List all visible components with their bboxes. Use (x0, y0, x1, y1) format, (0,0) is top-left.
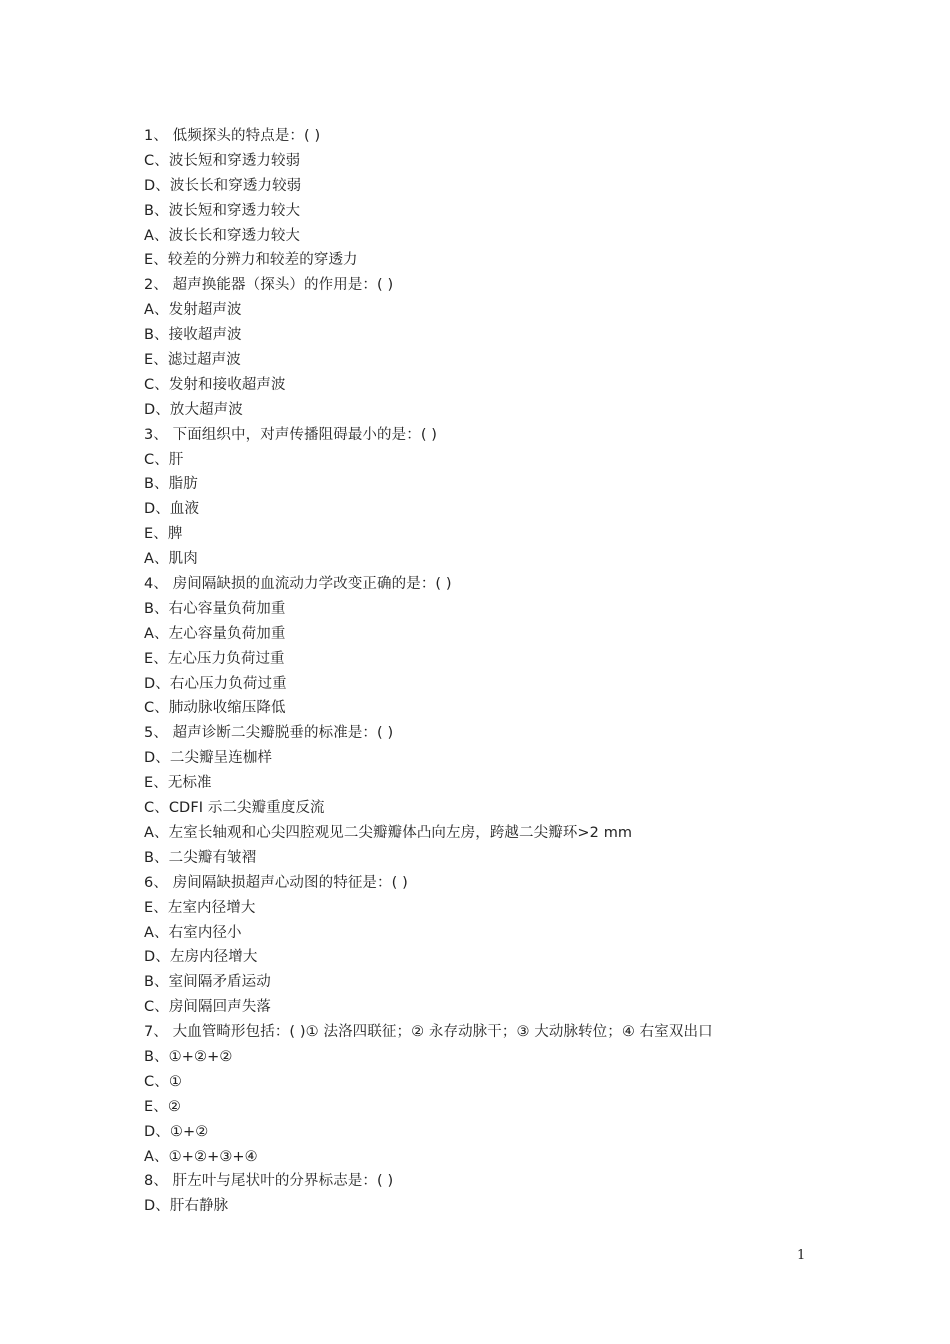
answer-option: C、① (144, 1073, 182, 1090)
question-text: 8、 肝左叶与尾状叶的分界标志是：( ) (144, 1173, 394, 1190)
question-text: 3、 下面组织中，对声传播阻碍最小的是：( ) (144, 426, 438, 443)
answer-option: B、右心容量负荷加重 (144, 600, 286, 617)
answer-option: C、发射和接收超声波 (144, 376, 286, 393)
answer-option: D、①+② (144, 1123, 209, 1140)
question-text: 2、 超声换能器（探头）的作用是：( ) (144, 277, 394, 294)
question-text: 6、 房间隔缺损超声心动图的特征是：( ) (144, 874, 408, 891)
answer-option: B、波长短和穿透力较大 (144, 202, 301, 219)
answer-option: E、左心压力负荷过重 (144, 650, 285, 667)
answer-option: D、右心压力负荷过重 (144, 675, 287, 692)
answer-option: D、波长长和穿透力较弱 (144, 177, 302, 194)
answer-option: D、肝右静脉 (144, 1198, 229, 1215)
question-list (144, 124, 844, 1219)
answer-option: E、左室内径增大 (144, 899, 256, 916)
answer-option: E、② (144, 1098, 181, 1115)
answer-option: C、CDFI 示二尖瓣重度反流 (144, 800, 325, 817)
question-text: 1、 低频探头的特点是：( ) (144, 128, 321, 144)
answer-option: A、发射超声波 (144, 302, 242, 319)
answer-option: C、房间隔回声失落 (144, 999, 272, 1016)
answer-option: B、脂肪 (144, 476, 198, 493)
answer-option: A、左室长轴观和心尖四腔观见二尖瓣瓣体凸向左房，跨越二尖瓣环>2 mm (144, 824, 633, 841)
answer-option: D、左房内径增大 (144, 949, 258, 966)
answer-option: E、较差的分辨力和较差的穿透力 (144, 252, 358, 269)
answer-option: E、无标准 (144, 775, 212, 792)
answer-option: B、二尖瓣有皱褶 (144, 849, 257, 866)
answer-option: A、右室内径小 (144, 924, 242, 941)
answer-option: D、放大超声波 (144, 401, 243, 418)
answer-option: A、左心容量负荷加重 (144, 625, 286, 642)
answer-option: C、肺动脉收缩压降低 (144, 700, 286, 717)
question-text: 7、 大血管畸形包括：( )① 法洛四联征；② 永存动脉干；③ 大动脉转位；④ 右室双出口 (144, 1024, 713, 1041)
question-text: 4、 房间隔缺损的血流动力学改变正确的是：( ) (144, 576, 452, 593)
answer-option: A、波长长和穿透力较大 (144, 227, 301, 244)
answer-option: D、血液 (144, 501, 200, 518)
answer-option: B、室间隔矛盾运动 (144, 974, 271, 991)
answer-option: E、滤过超声波 (144, 352, 241, 369)
answer-option: D、二尖瓣呈连枷样 (144, 750, 273, 767)
answer-option: B、接收超声波 (144, 327, 242, 344)
answer-option: C、波长短和穿透力较弱 (144, 152, 301, 169)
answer-option: E、脾 (144, 526, 183, 543)
answer-option: A、①+②+③+④ (144, 1148, 258, 1165)
page-number: 1 (797, 1248, 806, 1263)
question-text: 5、 超声诊断二尖瓣脱垂的标准是：( ) (144, 725, 394, 742)
answer-option: A、肌肉 (144, 551, 198, 568)
answer-option: B、①+②+② (144, 1048, 233, 1065)
answer-option: C、肝 (144, 451, 184, 468)
